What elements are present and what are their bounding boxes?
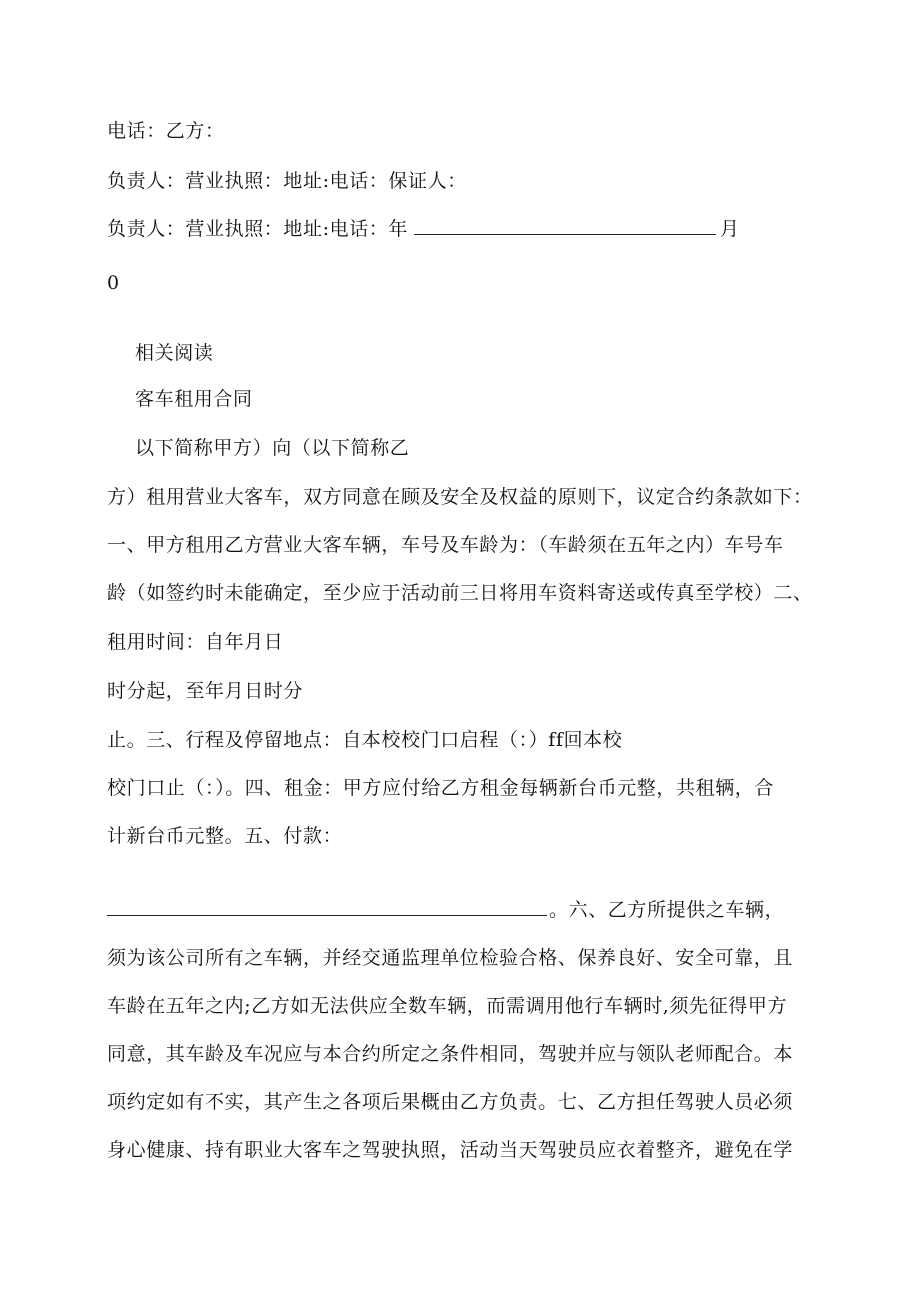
- body-text-2: 方）租用营业大客车，双方同意在顾及安全及权益的原则下，议定合约条款如下：: [107, 486, 813, 508]
- body-text-11: 须为该公司所有之车辆，并经交通监理单位检验合格、保养良好、安全可靠，且: [107, 947, 794, 969]
- related-reading-heading: [135, 340, 213, 366]
- phone-party-b-text: 电话：乙方：: [107, 120, 225, 142]
- responsible-guarantor-line: [107, 168, 467, 194]
- body-line-15: [107, 1137, 793, 1163]
- body-text-14: 项约定如有不实，其产生之各项后果概由乙方负责。七、乙方担任驾驶人员必须: [107, 1091, 794, 1113]
- body-text-1: 以下简称甲方）向（以下简称乙: [135, 437, 410, 459]
- body-line-3: [107, 532, 784, 558]
- body-line-1: [135, 435, 409, 461]
- body-line-12: [107, 993, 787, 1019]
- contract-title: [135, 386, 253, 412]
- payment-blank-underline: [107, 897, 547, 916]
- body-line-4: [107, 580, 813, 606]
- body-line-10: [107, 897, 784, 923]
- body-line-14: [107, 1089, 793, 1115]
- body-text-10: 。六、乙方所提供之车辆，: [549, 899, 785, 921]
- body-text-6: 时分起，至年月日时分: [107, 680, 304, 702]
- body-line-13: [107, 1041, 793, 1067]
- responsible-guarantor-text: 负责人：营业执照：地址:电话：保证人：: [107, 170, 467, 192]
- body-text-4: 龄（如签约时未能确定，至少应于活动前三日将用车资料寄送或传真至学校）二、: [107, 582, 813, 604]
- responsible-year-text: 负责人：营业执照：地址:电话：年: [107, 218, 409, 240]
- related-reading-text: 相关阅读: [135, 342, 214, 364]
- body-line-7: [107, 727, 622, 753]
- zero-text: 0: [107, 272, 120, 294]
- body-line-8: [107, 775, 774, 801]
- body-line-9: [107, 823, 342, 849]
- body-text-13: 同意，其车龄及车况应与本合约所定之条件相同，驾驶并应与领队老师配合。本: [107, 1043, 794, 1065]
- phone-party-b-line: [107, 118, 225, 144]
- body-text-15: 身心健康、持有职业大客车之驾驶执照，活动当天驾驶员应衣着整齐，避免在学: [107, 1139, 794, 1161]
- body-line-5: [107, 629, 283, 655]
- body-text-8: 校门口止（：）。四、租金：甲方应付给乙方租金每辆新台币元整，共租辆，合: [107, 777, 775, 799]
- body-line-6: [107, 678, 303, 704]
- body-text-7: 止。三、行程及停留地点：自本校校门口启程（：）ff回本校: [107, 729, 623, 751]
- body-text-5: 租用时间：自年月日: [107, 631, 284, 653]
- date-blank-underline: [414, 216, 716, 235]
- responsible-date-line: [107, 216, 740, 242]
- contract-title-text: 客车租用合同: [135, 388, 253, 410]
- body-line-11: [107, 945, 793, 971]
- body-text-3: 一、甲方租用乙方营业大客车辆，车号及车龄为：（车龄须在五年之内）车号车: [107, 534, 784, 556]
- body-text-9: 计新台币元整。五、付款：: [107, 825, 343, 847]
- zero-line: [107, 270, 120, 296]
- body-text-12: 车龄在五年之内;乙方如无法供应全数车辆，而需调用他行车辆时,须先征得甲方: [107, 995, 788, 1017]
- body-line-2: [107, 484, 813, 510]
- month-text: 月: [720, 218, 740, 240]
